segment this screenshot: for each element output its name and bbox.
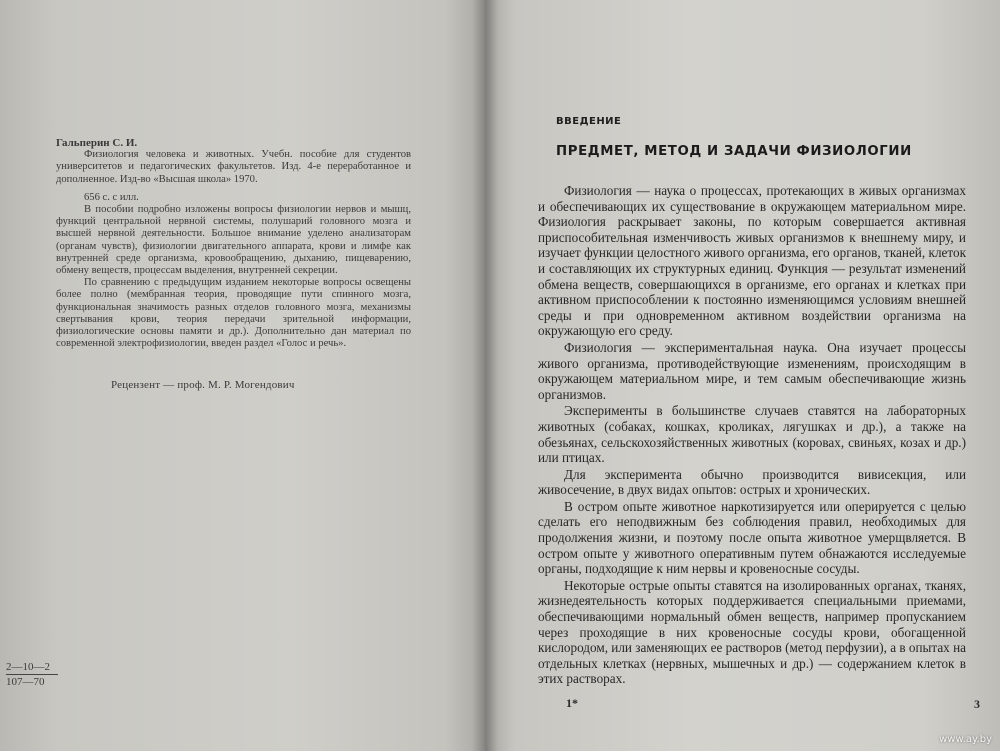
reviewer-line: Рецензент — проф. М. Р. Могендович bbox=[111, 379, 295, 391]
body-paragraph: Для эксперимента обычно производится вивисекция, или живосечение, в двух видах опытов: острых и хронических. bbox=[538, 466, 966, 498]
body-paragraph: В остром опыте животное наркотизируется или оперируется с целью сделать его неподвижным без соблюдения правил, необходимых для продолжения жизни, и поэтому после опыта животное умерщвляется. В остром опыте у животного оперативным путем обнажаются исследуемые органы, подходящие к ним нервы и кровеносные сосуды. bbox=[538, 498, 966, 577]
card-paragraph: Физиология человека и животных. Учебн. пособие для студентов университетов и педагогических факультетов. Изд. 4-е переработанное и дополненное. Изд-во «Высшая школа» 1970. bbox=[56, 149, 411, 185]
page-number: 3 bbox=[974, 697, 980, 711]
chapter-heading: ПРЕДМЕТ, МЕТОД И ЗАДАЧИ ФИЗИОЛОГИИ bbox=[556, 144, 912, 159]
publication-code bbox=[6, 660, 58, 689]
left-page bbox=[0, 0, 484, 751]
body-paragraph: Физиология — наука о процессах, протекающих в живых организмах и обеспечивающих их существование в окружающем материальном мире. Физиология раскрывает законы, по которым совершается активная приспособительная изменчивость живых организмов к внешнему миру, и изучает функции целостного живого организма, его органов, тканей, клеток и составляющих их структурных единиц. Функция — результат изменений обмена веществ, совершающихся в организме, его органах и клетках при активном приспособлении к постоянно изменяющимся условиям внешней среды и при одновременном активном воздействии организма на окружающую его среду. bbox=[538, 183, 966, 339]
catalog-card bbox=[56, 137, 411, 350]
body-paragraph: Физиология — экспериментальная наука. Она изучает процессы живого организма, противодействующие изменениям, происходящим в окружающем материальном мире, и тем самым обеспечивающие жизнь организмов. bbox=[538, 339, 966, 402]
book-gutter bbox=[472, 0, 498, 751]
code-bottom: 107—70 bbox=[6, 676, 45, 688]
body-paragraph: Эксперименты в большинстве случаев ставятся на лабораторных животных (собаках, кошках, кроликах, лягушках и др.), а также на обезьянах, сельскохозяйственных животных (коровах, свиньях, козах и др.) или птицах. bbox=[538, 403, 966, 466]
body-text bbox=[538, 183, 966, 688]
watermark: www.ay.by bbox=[939, 734, 992, 745]
card-author: Гальперин С. И. bbox=[56, 137, 138, 149]
body-paragraph: Некоторые острые опыты ставятся на изолированных органах, тканях, жизнедеятельность которых поддерживается специальными приемами, обеспечивающими нормальный обмен веществ, например пропусканием через проходящие в них кровеносные сосуды крови, обогащенной кислородом, или заменяющих ее растворов (метод перфузии), а в опытах на отдельных клетках (нервных, мышечных и др.) — содержанием клеток в этих растворах. bbox=[538, 577, 966, 687]
card-paragraph: 656 с. с илл. bbox=[84, 191, 139, 203]
signature-mark: 1* bbox=[566, 696, 578, 710]
section-label: ВВЕДЕНИЕ bbox=[556, 116, 622, 127]
card-paragraph: В пособии подробно изложены вопросы физиологии нервов и мышц, функций центральной нервной системы, полушарий головного мозга и высшей нервной деятельности. Большое внимание уделено анализаторам (органам чувств), физиологии двигательного аппарата, крови и лимфе как внутренней среде организма, кровообращению, дыханию, пищеварению, обмену веществ, процессам выделения, внутренней секреции. bbox=[56, 204, 411, 277]
code-top: 2—10—2 bbox=[6, 660, 58, 675]
card-paragraph: По сравнению с предыдущим изданием некоторые вопросы освещены более полно (мембранная теория, проводящие пути спинного мозга, функциональная значимость разных отделов головного мозга, механизмы свертывания крови, теория передачи зрительной информации, физиологические основы памяти и др.). Дополнительно дан материал по современной электрофизиологии, введен раздел «Голос и речь». bbox=[56, 277, 411, 350]
